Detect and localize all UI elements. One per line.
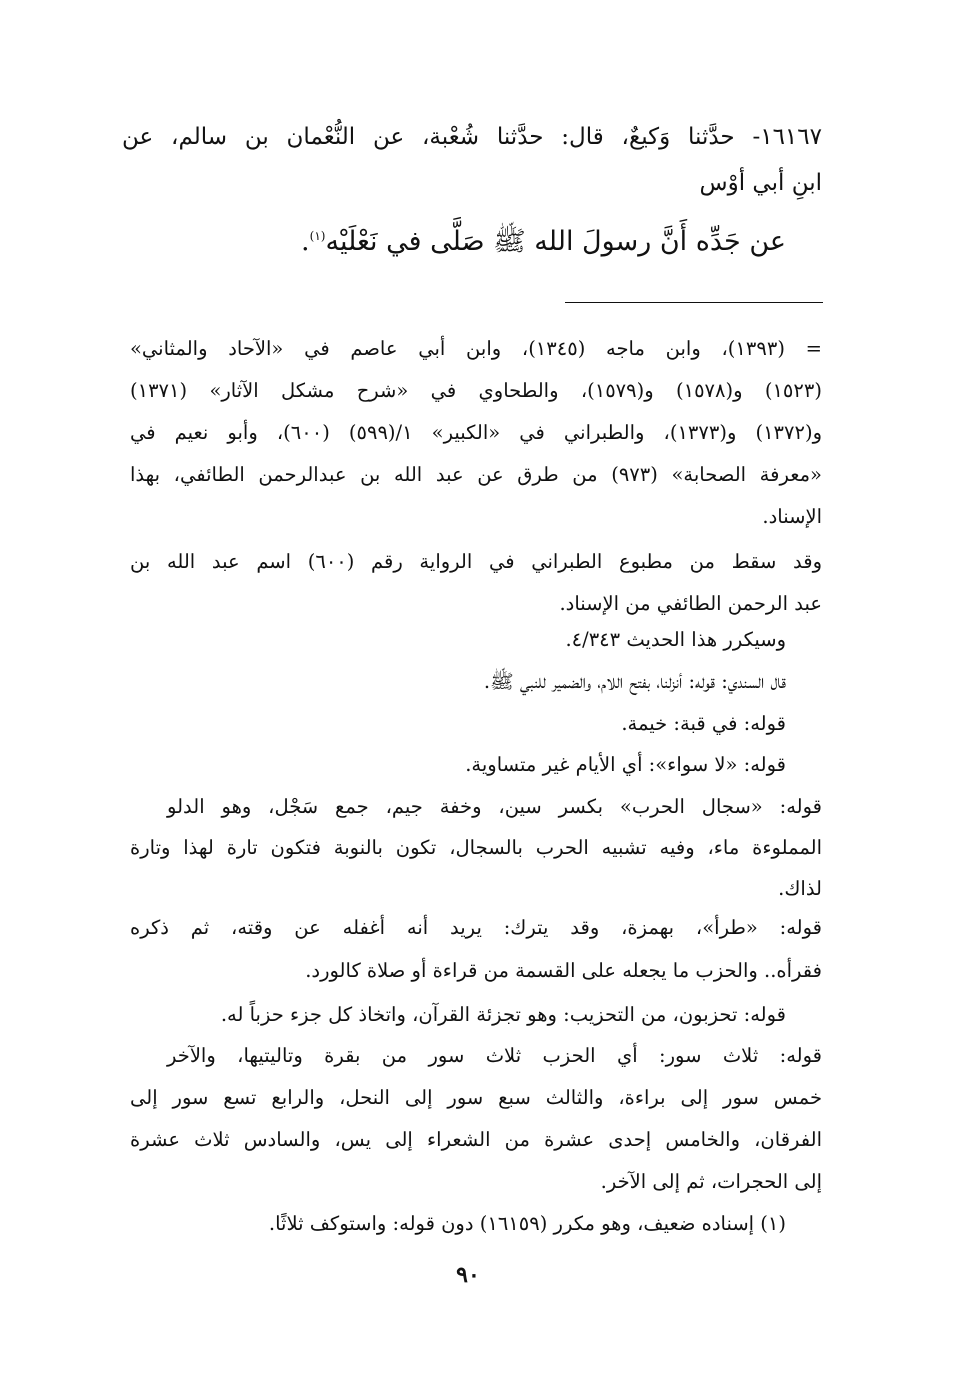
footnote-ref: (١) — [309, 229, 326, 243]
footnote-line: فقرأه.. والحزب ما يجعله على القسمة من قراءة أو صلاة كالورد. — [305, 959, 822, 982]
footnote-line: خمس سور إلى براءة، والثالث سبع سور إلى النحل، والرابع تسع سور إلى — [130, 1086, 822, 1109]
footnote-line: لذاك. — [778, 877, 822, 900]
footnote-line: وسيكرر هذا الحديث ٤/٣٤٣. — [565, 628, 786, 651]
footnote-line: المملوءة ماء، وفيه تشبيه الحرب بالسجال، تكون بالنوبة فتكون تارة لهذا وتارة — [130, 836, 822, 859]
footnote-line: «معرفة الصحابة» (٩٧٣) من طرق عن عبد الله بن عبدالرحمن الطائفي، بهذا — [130, 463, 822, 486]
footnote-line: (١٥٢٣) و(١٥٧٨) و(١٥٧٩)، والطحاوي في «شرح مشكل الآثار» (١٣٧١) — [130, 379, 822, 402]
hadith-line-3 — [301, 224, 786, 264]
footnote-line: قوله: ثلاث سور: أي الحزب ثلاث سور من بقرة وتاليتيها، والآخر — [167, 1044, 822, 1067]
footnote-line: وقد سقط من مطبوع الطبراني في الرواية رقم (٦٠٠) اسم عبد الله بن — [130, 550, 822, 573]
footnote-line: الإسناد. — [762, 505, 822, 528]
footnote-separator — [565, 302, 823, 303]
footnote-line: و(١٣٧٢) و(١٣٧٣)، والطبراني في «الكبير» ١/(٥٩٩) (٦٠٠)، وأبو نعيم في — [130, 421, 822, 444]
footnote-line: قوله: «سجال الحرب» بكسر سين، وخفة جيم، جمع سَجْل، وهو الدلو — [167, 795, 822, 818]
footnote-line: قال السندي: قوله: أنزلنا، بفتح اللام، والضمير للنبي ﷺ. — [483, 670, 786, 693]
footnote-line: قوله: في قبة: خيمة. — [621, 712, 786, 735]
footnote-line: قوله: تحزبون، من التحزيب: وهو تجزئة القرآن، واتخاذ كل جزء حزباً له. — [220, 1003, 786, 1026]
hadith-matn: عن جَدِّه أَنَّ رسولَ الله ﷺ صَلَّى في نَعْلَيْه — [325, 226, 786, 257]
footnote-line: = (١٣٩٣)، وابن ماجه (١٣٤٥)، وابن أبي عاصم في «الآحاد والمثاني» — [130, 337, 822, 360]
footnote-line: (١) إسناده ضعيف، وهو مكرر (١٦١٥٩) دون قوله: واستوكف ثلاثًا. — [268, 1212, 786, 1235]
footnote-line: قوله: «لا سواء»: أي الأيام غير متساوية. — [465, 753, 786, 776]
hadith-line-2: ابنِ أبي أوْس — [699, 170, 822, 196]
footnote-line: إلى الحجرات، ثم إلى الآخر. — [600, 1170, 822, 1193]
footnote-line: عبد الرحمن الطائفي من الإسناد. — [559, 592, 822, 615]
hadith-end-mark: . — [301, 226, 310, 257]
footnote-line: الفرقان، والخامس إحدى عشرة من الشعراء إلى يس، والسادس ثلاث عشرة — [130, 1128, 822, 1151]
footnote-line: قوله: «طرأ»، بهمزة، وقد يترك: يريد أنه أغفله عن وقته، ثم ذكره — [130, 916, 822, 939]
hadith-line-1: ١٦١٦٧- حدَّثنا وَكيعٌ، قال: حدَّثنا شُعْبة، عن النُّعْمان بن سالم، عن — [122, 124, 822, 150]
page-number: ٩٠ — [456, 1262, 480, 1288]
